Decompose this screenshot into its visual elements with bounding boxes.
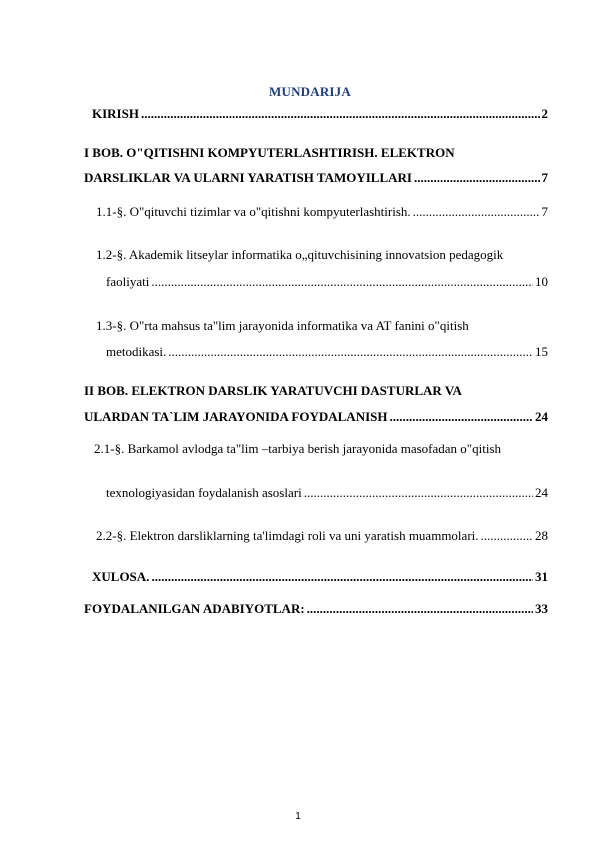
toc-entry-section-2-2[interactable]: [96, 528, 548, 544]
toc-entry-page: 15: [535, 344, 548, 359]
toc-entry-section-2-1-line1[interactable]: 2.1-§. Barkamol avlodga ta"lim –tarbiya berish jarayonida masofadan o"qitish: [94, 441, 502, 456]
toc-entry-kirish[interactable]: [92, 106, 548, 122]
toc-entry-text: metodikasi.: [106, 344, 167, 359]
toc-leader-dots: [151, 274, 533, 290]
toc-leader-dots: [141, 106, 540, 122]
toc-entry-text: FOYDALANILGAN ADABIYOTLAR:: [84, 601, 305, 616]
toc-entry-section-1-3-line1[interactable]: 1.3-§. O"rta mahsus ta"lim jarayonida informatika va AT fanini o"qitish: [96, 318, 469, 333]
toc-entry-chapter1[interactable]: [84, 170, 548, 186]
toc-leader-dots: [304, 485, 533, 501]
toc-entry-page: 28: [535, 528, 548, 543]
toc-entry-section-1-1[interactable]: [96, 204, 548, 220]
toc-entry-text: faoliyati: [106, 274, 150, 289]
toc-entry-text: texnologiyasidan foydalanish asoslari: [106, 485, 302, 500]
toc-entry-text: ULARDAN TA`LIM JARAYONIDA FOYDALANISH: [84, 409, 388, 424]
toc-entry-text: KIRISH: [92, 106, 139, 121]
toc-leader-dots: [168, 344, 533, 360]
toc-leader-dots: [389, 409, 533, 425]
toc-leader-dots: [307, 601, 533, 617]
toc-entry-text: 1.1-§. O"qituvchi tizimlar va o"qitishni kompyuterlashtirish.: [96, 204, 411, 219]
toc-entry-chapter2[interactable]: [84, 409, 548, 425]
toc-entry-section-1-3[interactable]: [106, 344, 548, 360]
toc-entry-text: 2.2-§. Elektron darsliklarning ta'limdagi roli va uni yaratish muammolari.: [96, 528, 479, 543]
toc-entry-xulosa[interactable]: [92, 569, 548, 585]
toc-entry-section-2-1[interactable]: [106, 485, 548, 501]
toc-leader-dots: [413, 204, 540, 220]
page-number: 1: [295, 811, 301, 822]
toc-entry-page: 10: [535, 274, 548, 289]
toc-entry-page: 33: [535, 601, 548, 616]
toc-entry-references[interactable]: [84, 601, 548, 617]
toc-entry-section-1-2-line1[interactable]: 1.2-§. Akademik litseylar informatika o„qituvchisining innovatsion pedagogik: [96, 247, 504, 262]
toc-leader-dots: [414, 170, 540, 186]
toc-entry-page: 7: [541, 170, 548, 185]
toc-entry-chapter1-line1[interactable]: I BOB. O"QITISHNI KOMPYUTERLASHTIRISH. ELEKTRON: [84, 145, 455, 160]
toc-entry-page: 2: [541, 106, 548, 121]
toc-entry-section-1-2[interactable]: [106, 274, 548, 290]
toc-title: MUNDARIJA: [269, 84, 351, 99]
toc-entry-page: 7: [541, 204, 548, 219]
toc-entry-chapter2-line1[interactable]: II BOB. ELEKTRON DARSLIK YARATUVCHI DASTURLAR VA: [84, 383, 462, 398]
toc-leader-dots: [481, 528, 533, 544]
toc-entry-page: 24: [535, 409, 548, 424]
toc-entry-page: 24: [535, 485, 548, 500]
toc-entry-page: 31: [535, 569, 548, 584]
toc-leader-dots: [151, 569, 533, 585]
toc-entry-text: XULOSA.: [92, 569, 150, 584]
toc-entry-text: DARSLIKLAR VA ULARNI YARATISH TAMOYILLARI: [84, 170, 412, 185]
